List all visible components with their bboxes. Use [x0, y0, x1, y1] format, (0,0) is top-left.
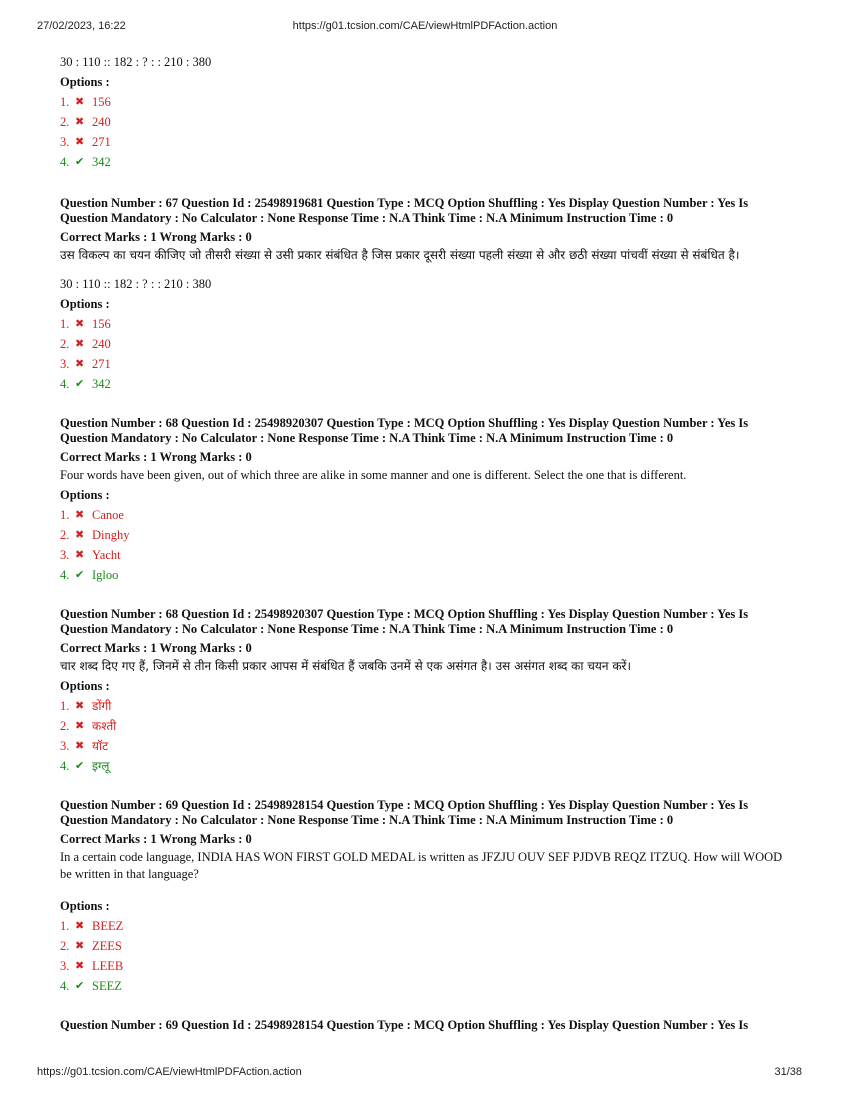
- check-mark-icon: ✔: [75, 156, 85, 168]
- option-item: [60, 334, 795, 354]
- option-number: 4.: [60, 979, 70, 993]
- option-text: 240: [92, 337, 111, 351]
- option-text: 240: [92, 115, 111, 129]
- option-text: 156: [92, 317, 111, 331]
- cross-mark-icon: ✖: [75, 940, 85, 952]
- option-item: [60, 132, 795, 152]
- option-number: 4.: [60, 568, 70, 582]
- cross-mark-icon: ✖: [75, 136, 85, 148]
- series-text: 30 : 110 :: 182 : ? : : 210 : 380: [60, 55, 212, 69]
- check-mark-icon: ✔: [75, 569, 85, 581]
- document-body: [60, 54, 795, 1033]
- option-number: 3.: [60, 548, 70, 562]
- print-datetime: 27/02/2023, 16:22: [37, 20, 126, 32]
- option-text: इग्लू: [92, 758, 110, 773]
- option-text: SEEZ: [92, 979, 122, 993]
- question-text: In a certain code language, INDIA HAS WON FIRST GOLD MEDAL is written as JFZJU OUV SEF PJDVB REQZ ITZUQ. How will WOOD be written in that language?: [60, 850, 783, 881]
- print-header: [0, 20, 850, 34]
- options-list: [60, 92, 795, 172]
- option-item: [60, 374, 795, 394]
- question-text: उस विकल्प का चयन कीजिए जो तीसरी संख्या से उसी प्रकार संबंधित है जिस प्रकार दूसरी संख्या पहली संख्या से और छठी संख्या पांचवीं संख्या से संबंधित है।: [60, 248, 740, 262]
- option-item: [60, 565, 795, 585]
- option-text: Dinghy: [92, 528, 130, 542]
- cross-mark-icon: ✖: [75, 509, 85, 521]
- option-number: 2.: [60, 719, 70, 733]
- option-text: 271: [92, 357, 111, 371]
- option-text: 156: [92, 95, 111, 109]
- option-number: 1.: [60, 919, 70, 933]
- cross-mark-icon: ✖: [75, 116, 85, 128]
- cross-mark-icon: ✖: [75, 920, 85, 932]
- option-item: [60, 545, 795, 565]
- option-text: यॉट: [92, 738, 109, 753]
- cross-mark-icon: ✖: [75, 358, 85, 370]
- question-marks: Correct Marks : 1 Wrong Marks : 0: [60, 832, 252, 846]
- options-label: Options :: [60, 899, 110, 913]
- question-meta: Question Number : 68 Question Id : 25498920307 Question Type : MCQ Option Shuffling : Yes Display Question Number : Yes Is Question Mandatory : No Calculator : None Response Time : N.A Think Time : N.A Minimum Instruction Time : 0: [60, 607, 749, 636]
- question-block: [60, 607, 795, 776]
- options-list: [60, 916, 795, 996]
- option-number: 4.: [60, 377, 70, 391]
- cross-mark-icon: ✖: [75, 338, 85, 350]
- cross-mark-icon: ✖: [75, 960, 85, 972]
- print-url: https://g01.tcsion.com/CAE/viewHtmlPDFAction.action: [292, 20, 558, 32]
- options-label: Options :: [60, 75, 110, 89]
- check-mark-icon: ✔: [75, 378, 85, 390]
- option-text: डोंगी: [92, 698, 112, 713]
- option-text: 271: [92, 135, 111, 149]
- question-meta: Question Number : 69 Question Id : 25498928154 Question Type : MCQ Option Shuffling : Yes Display Question Number : Yes Is Question Mandatory : No Calculator : None Response Time : N.A Think Time : N.A Minimum Instruction Time : 0: [60, 798, 749, 827]
- question-marks: Correct Marks : 1 Wrong Marks : 0: [60, 641, 252, 655]
- footer-url: https://g01.tcsion.com/CAE/viewHtmlPDFAction.action: [37, 1066, 302, 1078]
- cross-mark-icon: ✖: [75, 700, 85, 712]
- option-number: 2.: [60, 337, 70, 351]
- option-text: 342: [92, 377, 111, 391]
- question-block: [60, 196, 795, 394]
- question-block: [60, 798, 795, 996]
- question-meta: Question Number : 67 Question Id : 25498919681 Question Type : MCQ Option Shuffling : Yes Display Question Number : Yes Is Question Mandatory : No Calculator : None Response Time : N.A Think Time : N.A Minimum Instruction Time : 0: [60, 196, 749, 225]
- option-number: 2.: [60, 115, 70, 129]
- options-list: [60, 505, 795, 585]
- option-number: 2.: [60, 939, 70, 953]
- option-item: [60, 92, 795, 112]
- option-number: 1.: [60, 699, 70, 713]
- option-item: [60, 956, 795, 976]
- series-text: 30 : 110 :: 182 : ? : : 210 : 380: [60, 277, 212, 291]
- option-item: [60, 525, 795, 545]
- option-text: Canoe: [92, 508, 124, 522]
- option-item: [60, 976, 795, 996]
- option-number: 3.: [60, 739, 70, 753]
- option-text: LEEB: [92, 959, 124, 973]
- option-item: [60, 736, 795, 756]
- page-number: 31/38: [774, 1066, 802, 1078]
- question-marks: Correct Marks : 1 Wrong Marks : 0: [60, 230, 252, 244]
- options-label: Options :: [60, 679, 110, 693]
- option-item: [60, 916, 795, 936]
- option-text: कश्ती: [92, 718, 117, 733]
- option-text: Yacht: [92, 548, 121, 562]
- question-fragment: [60, 54, 795, 172]
- question-meta-trailing: Question Number : 69 Question Id : 25498928154 Question Type : MCQ Option Shuffling : Yes Display Question Number : Yes Is: [60, 1018, 749, 1032]
- option-item: [60, 505, 795, 525]
- option-number: 4.: [60, 759, 70, 773]
- options-list: [60, 696, 795, 776]
- option-item: [60, 112, 795, 132]
- options-label: Options :: [60, 297, 110, 311]
- question-block: [60, 416, 795, 585]
- option-number: 1.: [60, 95, 70, 109]
- check-mark-icon: ✔: [75, 760, 85, 772]
- option-text: Igloo: [92, 568, 119, 582]
- option-number: 1.: [60, 508, 70, 522]
- option-item: [60, 152, 795, 172]
- options-list: [60, 314, 795, 394]
- option-item: [60, 696, 795, 716]
- print-footer: [0, 1066, 850, 1080]
- check-mark-icon: ✔: [75, 980, 85, 992]
- option-text: BEEZ: [92, 919, 124, 933]
- option-number: 3.: [60, 135, 70, 149]
- cross-mark-icon: ✖: [75, 96, 85, 108]
- option-text: 342: [92, 155, 111, 169]
- question-text: Four words have been given, out of which three are alike in some manner and one is different. Select the one that is different.: [60, 468, 687, 482]
- cross-mark-icon: ✖: [75, 318, 85, 330]
- option-item: [60, 936, 795, 956]
- cross-mark-icon: ✖: [75, 720, 85, 732]
- cross-mark-icon: ✖: [75, 740, 85, 752]
- option-number: 3.: [60, 959, 70, 973]
- option-item: [60, 314, 795, 334]
- option-number: 4.: [60, 155, 70, 169]
- cross-mark-icon: ✖: [75, 529, 85, 541]
- question-marks: Correct Marks : 1 Wrong Marks : 0: [60, 450, 252, 464]
- option-item: [60, 756, 795, 776]
- option-number: 3.: [60, 357, 70, 371]
- option-number: 1.: [60, 317, 70, 331]
- question-text: चार शब्द दिए गए हैं, जिनमें से तीन किसी प्रकार आपस में संबंधित हैं जबकि उनमें से एक असंगत है। उस असंगत शब्द का चयन करें।: [60, 659, 632, 673]
- option-text: ZEES: [92, 939, 122, 953]
- option-item: [60, 354, 795, 374]
- cross-mark-icon: ✖: [75, 549, 85, 561]
- question-meta: Question Number : 68 Question Id : 25498920307 Question Type : MCQ Option Shuffling : Yes Display Question Number : Yes Is Question Mandatory : No Calculator : None Response Time : N.A Think Time : N.A Minimum Instruction Time : 0: [60, 416, 749, 445]
- option-item: [60, 716, 795, 736]
- option-number: 2.: [60, 528, 70, 542]
- options-label: Options :: [60, 488, 110, 502]
